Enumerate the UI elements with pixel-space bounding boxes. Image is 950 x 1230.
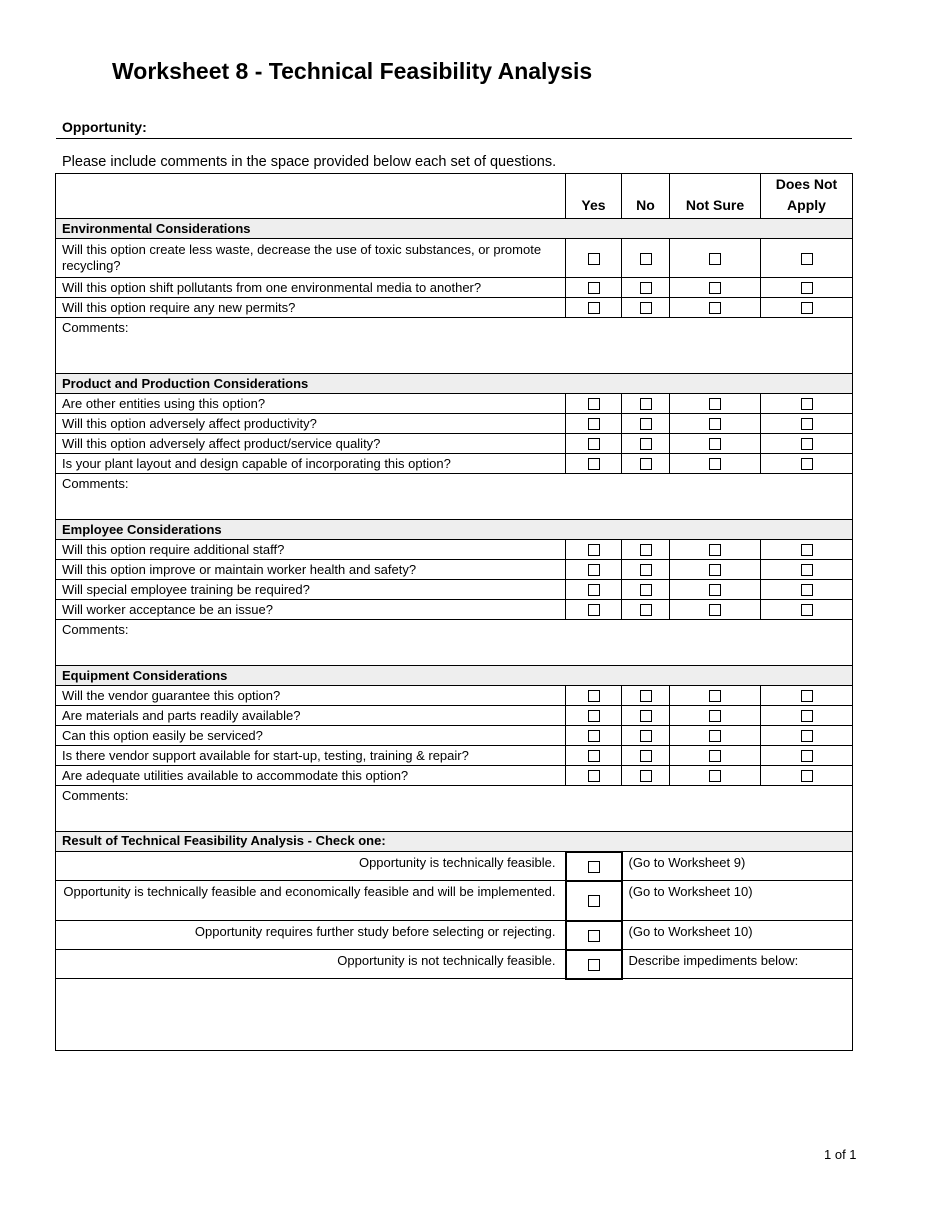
checkbox-no[interactable] — [640, 398, 652, 410]
question-row — [56, 600, 853, 620]
checkbox-yes[interactable] — [588, 750, 600, 762]
result-option-note: (Go to Worksheet 10) — [622, 921, 853, 950]
answer-cell-not-sure — [670, 434, 761, 454]
question-row — [56, 686, 853, 706]
question-row — [56, 580, 853, 600]
checkbox-does-not-apply[interactable] — [801, 438, 813, 450]
question-row — [56, 414, 853, 434]
checkbox-not-sure[interactable] — [709, 458, 721, 470]
answer-cell-no — [622, 580, 670, 600]
answer-cell-no — [622, 434, 670, 454]
feasibility-table — [55, 173, 853, 1051]
answer-cell-not-sure — [670, 414, 761, 434]
question-row — [56, 298, 853, 318]
checkbox-yes[interactable] — [588, 458, 600, 470]
answer-cell-no — [622, 454, 670, 474]
checkbox-no[interactable] — [640, 418, 652, 430]
answer-cell-does-not-apply — [761, 560, 853, 580]
question-text: Is your plant layout and design capable of incorporating this option? — [56, 454, 566, 474]
checkbox-not-sure[interactable] — [709, 253, 721, 265]
checkbox-does-not-apply[interactable] — [801, 418, 813, 430]
answer-cell-not-sure — [670, 726, 761, 746]
answer-cell-not-sure — [670, 766, 761, 786]
answer-cell-does-not-apply — [761, 580, 853, 600]
question-row — [56, 560, 853, 580]
checkbox-yes[interactable] — [588, 398, 600, 410]
question-text: Will the vendor guarantee this option? — [56, 686, 566, 706]
answer-cell-does-not-apply — [761, 600, 853, 620]
col-header-dna-line1: Does Not — [775, 176, 838, 192]
checkbox-not-sure[interactable] — [709, 770, 721, 782]
section-header-row — [56, 520, 853, 540]
col-header-not-sure: Not Sure — [670, 174, 761, 219]
answer-cell-no — [622, 239, 670, 278]
comments-row — [56, 474, 853, 520]
comments-label: Comments: — [62, 622, 129, 637]
checkbox-does-not-apply[interactable] — [801, 710, 813, 722]
question-row — [56, 726, 853, 746]
checkbox-does-not-apply[interactable] — [801, 564, 813, 576]
answer-cell-not-sure — [670, 706, 761, 726]
comments-label: Comments: — [62, 788, 129, 803]
checkbox-no[interactable] — [640, 282, 652, 294]
question-text: Will this option adversely affect productivity? — [56, 414, 566, 434]
answer-cell-yes — [566, 600, 622, 620]
opportunity-field[interactable] — [56, 119, 852, 139]
answer-cell-not-sure — [670, 540, 761, 560]
result-option-label: Opportunity is technically feasible. — [56, 852, 566, 881]
checkbox-not-sure[interactable] — [709, 690, 721, 702]
section-header-row — [56, 374, 853, 394]
checkbox-yes[interactable] — [588, 438, 600, 450]
result-option-row — [56, 921, 853, 950]
answer-cell-no — [622, 540, 670, 560]
checkbox-not-sure[interactable] — [709, 564, 721, 576]
answer-cell-not-sure — [670, 278, 761, 298]
answer-cell-yes — [566, 580, 622, 600]
result-checkbox[interactable] — [588, 895, 600, 907]
question-row — [56, 278, 853, 298]
instructions: Please include comments in the space provided below each set of questions. — [62, 154, 557, 170]
answer-cell-yes — [566, 394, 622, 414]
checkbox-does-not-apply[interactable] — [801, 770, 813, 782]
checkbox-yes[interactable] — [588, 584, 600, 596]
question-text: Are materials and parts readily available? — [56, 706, 566, 726]
answer-cell-no — [622, 414, 670, 434]
question-row — [56, 394, 853, 414]
answer-cell-not-sure — [670, 600, 761, 620]
section-title: Environmental Considerations — [56, 219, 853, 239]
answer-cell-does-not-apply — [761, 706, 853, 726]
comments-row — [56, 318, 853, 374]
checkbox-no[interactable] — [640, 730, 652, 742]
checkbox-no[interactable] — [640, 750, 652, 762]
checkbox-not-sure[interactable] — [709, 584, 721, 596]
checkbox-not-sure[interactable] — [709, 302, 721, 314]
answer-cell-does-not-apply — [761, 686, 853, 706]
section-title: Employee Considerations — [56, 520, 853, 540]
result-option-note: (Go to Worksheet 9) — [622, 852, 853, 881]
impediments-row — [56, 979, 853, 1051]
checkbox-does-not-apply[interactable] — [801, 458, 813, 470]
answer-cell-does-not-apply — [761, 540, 853, 560]
answer-cell-does-not-apply — [761, 298, 853, 318]
col-header-does-not-apply — [761, 174, 853, 219]
checkbox-yes[interactable] — [588, 564, 600, 576]
checkbox-not-sure[interactable] — [709, 438, 721, 450]
checkbox-no[interactable] — [640, 584, 652, 596]
checkbox-yes[interactable] — [588, 418, 600, 430]
answer-cell-no — [622, 706, 670, 726]
page-number: 1 of 1 — [824, 1147, 857, 1162]
question-row — [56, 540, 853, 560]
checkbox-yes[interactable] — [588, 544, 600, 556]
checkbox-does-not-apply[interactable] — [801, 750, 813, 762]
question-text: Will this option improve or maintain worker health and safety? — [56, 560, 566, 580]
answer-cell-yes — [566, 746, 622, 766]
section-title: Product and Production Considerations — [56, 374, 853, 394]
question-text: Will worker acceptance be an issue? — [56, 600, 566, 620]
checkbox-yes[interactable] — [588, 730, 600, 742]
result-checkbox-cell — [566, 950, 622, 979]
result-option-row — [56, 881, 853, 921]
comments-field[interactable] — [56, 474, 853, 520]
impediments-field[interactable] — [56, 979, 853, 1051]
answer-cell-not-sure — [670, 686, 761, 706]
answer-cell-no — [622, 726, 670, 746]
checkbox-does-not-apply[interactable] — [801, 604, 813, 616]
checkbox-not-sure[interactable] — [709, 730, 721, 742]
comments-row — [56, 786, 853, 832]
question-text: Are other entities using this option? — [56, 394, 566, 414]
result-option-label: Opportunity is not technically feasible. — [56, 950, 566, 979]
answer-cell-does-not-apply — [761, 394, 853, 414]
answer-cell-not-sure — [670, 580, 761, 600]
checkbox-does-not-apply[interactable] — [801, 690, 813, 702]
answer-cell-yes — [566, 726, 622, 746]
checkbox-not-sure[interactable] — [709, 282, 721, 294]
result-option-label: Opportunity requires further study before selecting or rejecting. — [56, 921, 566, 950]
result-checkbox[interactable] — [588, 930, 600, 942]
col-header-no: No — [622, 174, 670, 219]
answer-cell-yes — [566, 298, 622, 318]
checkbox-does-not-apply[interactable] — [801, 398, 813, 410]
checkbox-does-not-apply[interactable] — [801, 302, 813, 314]
answer-cell-does-not-apply — [761, 414, 853, 434]
answer-cell-no — [622, 766, 670, 786]
checkbox-no[interactable] — [640, 770, 652, 782]
answer-cell-yes — [566, 239, 622, 278]
checkbox-no[interactable] — [640, 710, 652, 722]
answer-cell-not-sure — [670, 454, 761, 474]
answer-cell-no — [622, 298, 670, 318]
question-text: Will this option shift pollutants from one environmental media to another? — [56, 278, 566, 298]
checkbox-does-not-apply[interactable] — [801, 584, 813, 596]
col-header-dna-line2: Apply — [787, 197, 826, 213]
answer-cell-not-sure — [670, 560, 761, 580]
result-option-label: Opportunity is technically feasible and economically feasible and will be implemented. — [56, 881, 566, 921]
answer-cell-does-not-apply — [761, 278, 853, 298]
checkbox-yes[interactable] — [588, 604, 600, 616]
checkbox-not-sure[interactable] — [709, 604, 721, 616]
section-title: Equipment Considerations — [56, 666, 853, 686]
checkbox-yes[interactable] — [588, 253, 600, 265]
checkbox-not-sure[interactable] — [709, 710, 721, 722]
result-checkbox[interactable] — [588, 861, 600, 873]
checkbox-not-sure[interactable] — [709, 750, 721, 762]
answer-cell-does-not-apply — [761, 726, 853, 746]
answer-cell-not-sure — [670, 746, 761, 766]
checkbox-no[interactable] — [640, 253, 652, 265]
answer-cell-not-sure — [670, 394, 761, 414]
question-row — [56, 746, 853, 766]
result-checkbox[interactable] — [588, 959, 600, 971]
question-text: Will special employee training be required? — [56, 580, 566, 600]
answer-cell-yes — [566, 434, 622, 454]
question-row — [56, 706, 853, 726]
answer-cell-not-sure — [670, 239, 761, 278]
question-text: Will this option require additional staff? — [56, 540, 566, 560]
checkbox-no[interactable] — [640, 458, 652, 470]
checkbox-no[interactable] — [640, 690, 652, 702]
answer-cell-yes — [566, 560, 622, 580]
answer-cell-yes — [566, 278, 622, 298]
result-option-note: (Go to Worksheet 10) — [622, 881, 853, 921]
col-header-yes: Yes — [566, 174, 622, 219]
answer-cell-does-not-apply — [761, 454, 853, 474]
question-text: Can this option easily be serviced? — [56, 726, 566, 746]
answer-cell-yes — [566, 686, 622, 706]
comments-field[interactable] — [56, 786, 853, 832]
checkbox-yes[interactable] — [588, 710, 600, 722]
checkbox-not-sure[interactable] — [709, 418, 721, 430]
comments-label: Comments: — [62, 320, 129, 335]
question-text: Will this option require any new permits? — [56, 298, 566, 318]
checkbox-yes[interactable] — [588, 770, 600, 782]
checkbox-does-not-apply[interactable] — [801, 282, 813, 294]
checkbox-no[interactable] — [640, 544, 652, 556]
opportunity-label: Opportunity: — [62, 119, 147, 135]
result-option-row — [56, 950, 853, 979]
answer-cell-no — [622, 560, 670, 580]
answer-cell-no — [622, 394, 670, 414]
checkbox-no[interactable] — [640, 604, 652, 616]
checkbox-yes[interactable] — [588, 282, 600, 294]
question-row — [56, 766, 853, 786]
checkbox-no[interactable] — [640, 438, 652, 450]
comments-field[interactable] — [56, 318, 853, 374]
result-title: Result of Technical Feasibility Analysis - Check one: — [56, 832, 853, 852]
checkbox-no[interactable] — [640, 302, 652, 314]
answer-cell-yes — [566, 706, 622, 726]
result-option-row — [56, 852, 853, 881]
question-row — [56, 454, 853, 474]
comments-field[interactable] — [56, 620, 853, 666]
checkbox-does-not-apply[interactable] — [801, 730, 813, 742]
question-text: Is there vendor support available for start-up, testing, training & repair? — [56, 746, 566, 766]
checkbox-does-not-apply[interactable] — [801, 253, 813, 265]
answer-cell-yes — [566, 540, 622, 560]
checkbox-not-sure[interactable] — [709, 544, 721, 556]
header-blank-cell — [56, 174, 566, 219]
page-title: Worksheet 8 - Technical Feasibility Analysis — [112, 58, 593, 84]
checkbox-yes[interactable] — [588, 302, 600, 314]
answer-cell-does-not-apply — [761, 239, 853, 278]
answer-cell-does-not-apply — [761, 746, 853, 766]
answer-cell-does-not-apply — [761, 434, 853, 454]
checkbox-no[interactable] — [640, 564, 652, 576]
result-checkbox-cell — [566, 881, 622, 921]
answer-cell-no — [622, 600, 670, 620]
answer-cell-yes — [566, 454, 622, 474]
section-header-row — [56, 666, 853, 686]
comments-row — [56, 620, 853, 666]
answer-cell-yes — [566, 414, 622, 434]
question-text: Are adequate utilities available to accommodate this option? — [56, 766, 566, 786]
answer-cell-does-not-apply — [761, 766, 853, 786]
checkbox-does-not-apply[interactable] — [801, 544, 813, 556]
answer-cell-no — [622, 746, 670, 766]
answer-cell-not-sure — [670, 298, 761, 318]
answer-cell-no — [622, 686, 670, 706]
result-option-note: Describe impediments below: — [622, 950, 853, 979]
result-checkbox-cell — [566, 921, 622, 950]
question-row — [56, 434, 853, 454]
question-text: Will this option adversely affect product/service quality? — [56, 434, 566, 454]
comments-label: Comments: — [62, 476, 129, 491]
question-row — [56, 239, 853, 278]
checkbox-not-sure[interactable] — [709, 398, 721, 410]
section-header-row — [56, 219, 853, 239]
answer-cell-yes — [566, 766, 622, 786]
result-header-row — [56, 832, 853, 852]
answer-cell-no — [622, 278, 670, 298]
result-checkbox-cell — [566, 852, 622, 881]
checkbox-yes[interactable] — [588, 690, 600, 702]
question-text: Will this option create less waste, decrease the use of toxic substances, or promote recycling? — [56, 239, 566, 278]
